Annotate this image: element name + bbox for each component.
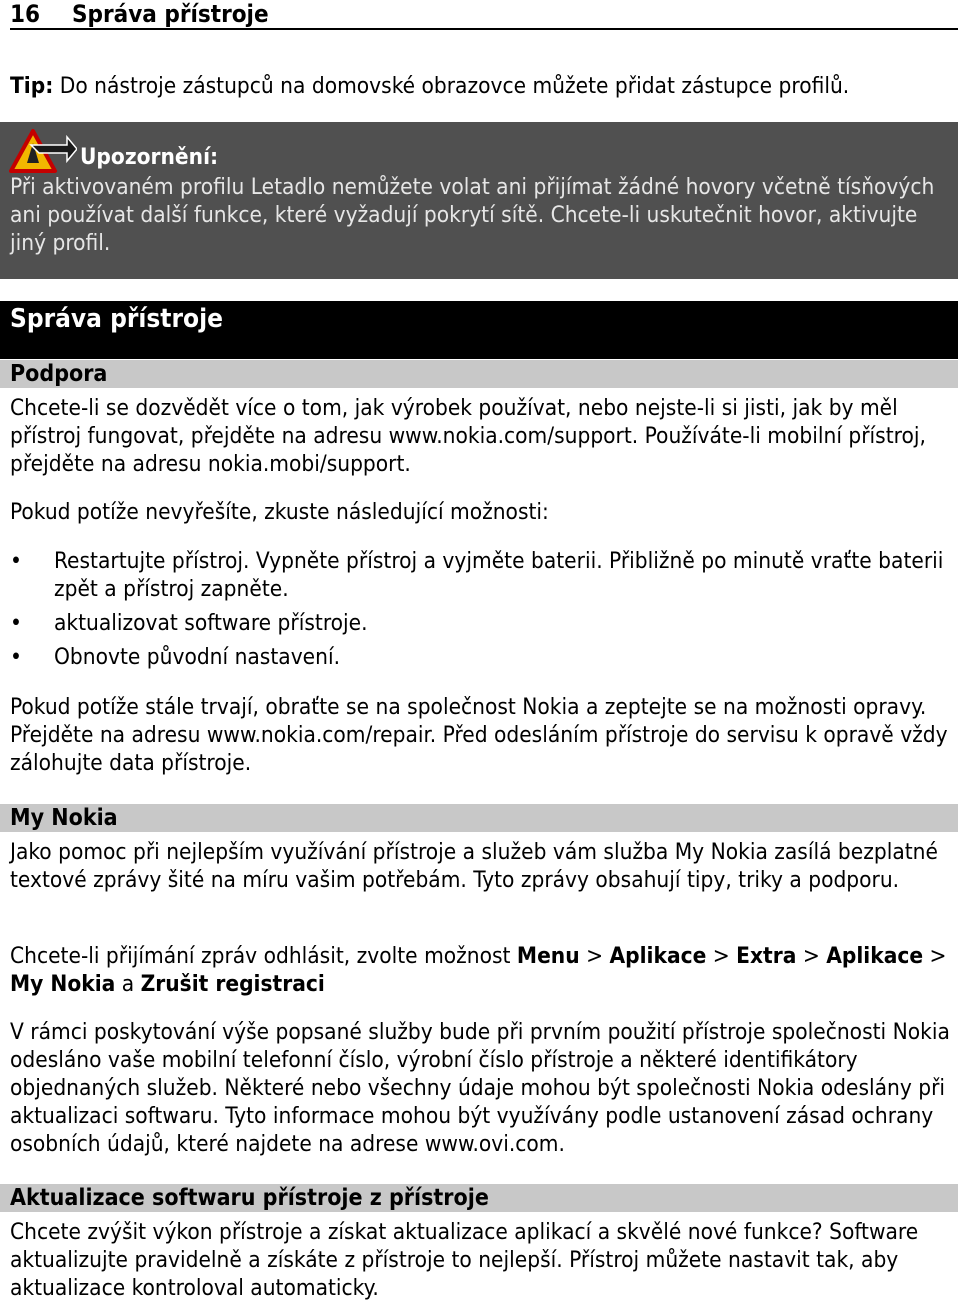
menu-path-my-nokia: My Nokia	[10, 971, 116, 997]
my-nokia-paragraph-2	[10, 942, 950, 998]
support-heading-bar	[0, 360, 958, 388]
update-heading-bar	[0, 1184, 958, 1212]
update-paragraph-1: Chcete zvýšit výkon přístroje a získat aktualizace aplikací a skvělé nové funkce? Software aktualizujte pravidelně a získáte z přístroje to nejlepší. Přístroj můžete nastavit tak, aby aktualizace kontroloval automaticky.	[10, 1219, 919, 1301]
path-separator: >	[706, 943, 737, 969]
bullet-symbol: •	[10, 548, 22, 574]
section-title-bar	[0, 301, 958, 359]
my-nokia-heading-bar	[0, 804, 958, 832]
bullet-text: Restartujte přístroj. Vypněte přístroj a vyjměte baterii. Přibližně po minutě vraťte baterii zpět a přístroj zapněte.	[54, 548, 944, 602]
path-separator: >	[579, 943, 610, 969]
bullet-text: Obnovte původní nastavení.	[54, 644, 341, 670]
warning-icon	[9, 127, 77, 173]
section-title: Správa přístroje	[10, 304, 223, 334]
tip-text: Do nástroje zástupců na domovské obrazovce můžete přidat zástupce profilů.	[53, 73, 850, 99]
menu-path-menu: Menu	[516, 943, 580, 969]
menu-path-aplikace: Aplikace	[609, 943, 707, 969]
warning-box	[0, 122, 958, 279]
bullet-symbol: •	[10, 610, 22, 636]
menu-path-aplikace-2: Aplikace	[826, 943, 924, 969]
support-paragraph-2: Pokud potíže nevyřešíte, zkuste následující možnosti:	[10, 499, 549, 525]
bullet-text: aktualizovat software přístroje.	[54, 610, 368, 636]
unsubscribe-intro: Chcete-li přijímání zpráv odhlásit, zvolte možnost	[10, 943, 517, 969]
support-paragraph-1: Chcete-li se dozvědět více o tom, jak výrobek používat, nebo nejste-li si jisti, jak by měl přístroj fungovat, přejděte na adresu www.nokia.com/support. Používáte-li mobilní přístroj, přejděte na adresu nokia.mobi/support.	[10, 395, 926, 477]
bullet-symbol: •	[10, 644, 22, 670]
warning-title: Upozornění:	[80, 144, 219, 170]
menu-path-zrusit-registraci: Zrušit registraci	[140, 971, 325, 997]
support-heading: Podpora	[10, 361, 108, 387]
my-nokia-paragraph-1: Jako pomoc při nejlepším využívání přístroje a služeb vám služba My Nokia zasílá bezplatné textové zprávy šité na míru vašim potřebám. Tyto zprávy obsahují tipy, triky a podporu.	[10, 839, 938, 893]
chapter-title: Správa přístroje	[72, 0, 269, 28]
list-item	[10, 547, 950, 603]
page-number: 16	[10, 0, 41, 28]
list-item	[10, 643, 950, 671]
update-heading: Aktualizace softwaru přístroje z přístroje	[10, 1185, 489, 1211]
page-header	[10, 0, 958, 30]
support-bullet-list	[10, 547, 950, 677]
my-nokia-heading: My Nokia	[10, 805, 118, 831]
path-separator: >	[796, 943, 827, 969]
tip-paragraph	[10, 72, 950, 100]
tip-label: Tip:	[10, 73, 54, 99]
warning-body: Při aktivovaném profilu Letadlo nemůžete volat ani přijímat žádné hovory včetně tísňových ani používat další funkce, které vyžadují pokrytí sítě. Chcete-li uskutečnit hovor, aktivujte jiný profil.	[10, 174, 935, 256]
path-separator: >	[923, 943, 947, 969]
support-paragraph-3: Pokud potíže stále trvají, obraťte se na společnost Nokia a zeptejte se na možnosti opravy. Přejděte na adresu www.nokia.com/repair. Před odesláním přístroje do servisu k opravě vždy zálohujte data přístroje.	[10, 694, 948, 776]
menu-path-extra: Extra	[736, 943, 797, 969]
my-nokia-paragraph-3: V rámci poskytování výše popsané služby bude při prvním použití přístroje společnosti Nokia odesláno vaše mobilní telefonní číslo, výrobní číslo přístroje a některé identifikátory objednaných služeb. Některé nebo všechny údaje mohou být společnosti Nokia odeslány při aktualizaci softwaru. Tyto informace mohou být využívány podle ustanovení zásad ochrany osobních údajů, které najdete na adrese www.ovi.com.	[10, 1019, 950, 1157]
list-item	[10, 609, 950, 637]
path-conjunction: a	[115, 971, 141, 997]
